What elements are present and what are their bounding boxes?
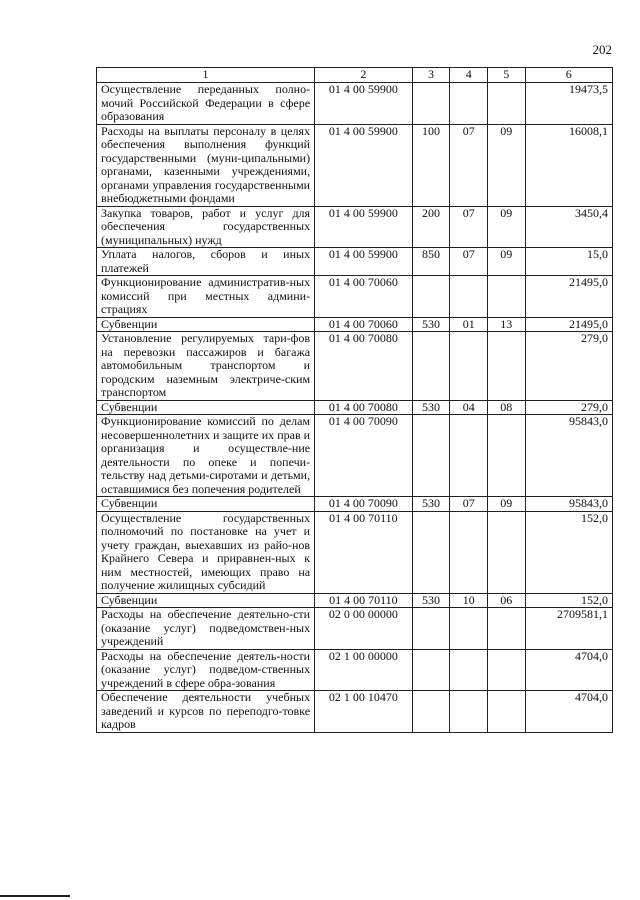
- row-name-cell: Расходы на обеспечение деятельно-сти (оказание услуг) подведомствен-ных учреждений: [97, 608, 315, 650]
- row-amount-cell: 152,0: [525, 511, 612, 593]
- row-col4-cell: [450, 608, 488, 650]
- row-col5-cell: 09: [488, 124, 526, 206]
- budget-table: [96, 67, 613, 733]
- row-code-cell: 01 4 00 70090: [315, 497, 413, 512]
- row-col5-cell: [488, 691, 526, 733]
- table-header-row: [97, 68, 613, 83]
- row-col5-cell: [488, 83, 526, 125]
- row-code-cell: 01 4 00 59900: [315, 248, 413, 276]
- row-col3-cell: 530: [412, 317, 450, 332]
- header-col-4: 4: [450, 68, 488, 83]
- row-name-cell: Обеспечение деятельности учебных заведений и курсов по переподго-товке кадров: [97, 691, 315, 733]
- row-code-cell: 01 4 00 59900: [315, 124, 413, 206]
- row-code-cell: 01 4 00 70060: [315, 276, 413, 318]
- row-col3-cell: [412, 691, 450, 733]
- row-amount-cell: 19473,5: [525, 83, 612, 125]
- row-amount-cell: 95843,0: [525, 415, 612, 497]
- row-code-cell: 01 4 00 59900: [315, 83, 413, 125]
- page-edge-rule: [0, 895, 70, 897]
- row-col3-cell: 530: [412, 497, 450, 512]
- table-row: [97, 83, 613, 125]
- row-col4-cell: [450, 276, 488, 318]
- row-amount-cell: 16008,1: [525, 124, 612, 206]
- page-number: 202: [592, 42, 612, 57]
- row-col3-cell: 200: [412, 206, 450, 248]
- row-name-cell: Уплата налогов, сборов и иных платежей: [97, 248, 315, 276]
- row-code-cell: 01 4 00 70080: [315, 332, 413, 401]
- row-col3-cell: [412, 83, 450, 125]
- row-amount-cell: 15,0: [525, 248, 612, 276]
- row-col3-cell: [412, 649, 450, 691]
- row-amount-cell: 3450,4: [525, 206, 612, 248]
- row-col4-cell: 01: [450, 317, 488, 332]
- row-code-cell: 01 4 00 70090: [315, 415, 413, 497]
- table-row: [97, 649, 613, 691]
- row-name-cell: Осуществление государственных полномочий по постановке на учет и учету граждан, выехавших из райо-нов Крайнего Севера и приравнен-ных к ним местностей, имеющих право на получение жилищных субсидий: [97, 511, 315, 593]
- row-col4-cell: [450, 83, 488, 125]
- row-col4-cell: 07: [450, 497, 488, 512]
- row-col5-cell: 13: [488, 317, 526, 332]
- table-row: [97, 608, 613, 650]
- row-name-cell: Расходы на обеспечение деятель-ности (оказание услуг) подведом-ственных учреждений в сфере обра-зования: [97, 649, 315, 691]
- row-col4-cell: [450, 649, 488, 691]
- row-name-cell: Субвенции: [97, 400, 315, 415]
- row-amount-cell: 152,0: [525, 593, 612, 608]
- table-row: [97, 248, 613, 276]
- row-col3-cell: 850: [412, 248, 450, 276]
- row-col4-cell: 04: [450, 400, 488, 415]
- row-code-cell: 01 4 00 70110: [315, 511, 413, 593]
- row-col5-cell: [488, 511, 526, 593]
- row-col3-cell: [412, 511, 450, 593]
- table-row: [97, 691, 613, 733]
- row-amount-cell: 21495,0: [525, 276, 612, 318]
- row-amount-cell: 4704,0: [525, 691, 612, 733]
- row-code-cell: 01 4 00 70060: [315, 317, 413, 332]
- row-col4-cell: [450, 511, 488, 593]
- row-code-cell: 02 1 00 00000: [315, 649, 413, 691]
- row-amount-cell: 21495,0: [525, 317, 612, 332]
- row-col3-cell: 100: [412, 124, 450, 206]
- table-row: [97, 415, 613, 497]
- row-col3-cell: [412, 276, 450, 318]
- row-col5-cell: 09: [488, 206, 526, 248]
- row-name-cell: Субвенции: [97, 593, 315, 608]
- table-row: [97, 593, 613, 608]
- row-name-cell: Закупка товаров, работ и услуг для обеспечения государственных (муниципальных) нужд: [97, 206, 315, 248]
- row-col4-cell: 10: [450, 593, 488, 608]
- row-code-cell: 01 4 00 70110: [315, 593, 413, 608]
- row-col4-cell: 07: [450, 206, 488, 248]
- row-col5-cell: 08: [488, 400, 526, 415]
- row-col5-cell: [488, 276, 526, 318]
- row-name-cell: Функционирование комиссий по делам несовершеннолетних и защите их прав и организация и осуществле-ние деятельности по опеке и попечи-тельству над детьми-сиротами и детьми, оставшимися без попечения родителей: [97, 415, 315, 497]
- row-col4-cell: 07: [450, 124, 488, 206]
- table-row: [97, 206, 613, 248]
- row-col5-cell: 09: [488, 248, 526, 276]
- table-row: [97, 511, 613, 593]
- header-col-5: 5: [488, 68, 526, 83]
- header-col-6: 6: [525, 68, 612, 83]
- row-name-cell: Расходы на выплаты персоналу в целях обеспечения выполнения функций государственными (муни-ципальными) органами, казенными учреждениями, органами управления государственными внебюджетными фондами: [97, 124, 315, 206]
- row-col3-cell: [412, 608, 450, 650]
- row-code-cell: 02 1 00 10470: [315, 691, 413, 733]
- row-amount-cell: 279,0: [525, 400, 612, 415]
- row-col5-cell: [488, 608, 526, 650]
- header-col-3: 3: [412, 68, 450, 83]
- header-col-2: 2: [315, 68, 413, 83]
- budget-table-body: [97, 68, 613, 733]
- table-row: [97, 497, 613, 512]
- row-amount-cell: 2709581,1: [525, 608, 612, 650]
- row-code-cell: 01 4 00 70080: [315, 400, 413, 415]
- row-col5-cell: [488, 649, 526, 691]
- table-row: [97, 124, 613, 206]
- row-code-cell: 01 4 00 59900: [315, 206, 413, 248]
- header-col-1: 1: [97, 68, 315, 83]
- row-name-cell: Установление регулируемых тари-фов на перевозки пассажиров и багажа автомобильным транспортом и городским наземным электриче-ским транспортом: [97, 332, 315, 401]
- table-row: [97, 400, 613, 415]
- row-amount-cell: 279,0: [525, 332, 612, 401]
- row-col5-cell: 09: [488, 497, 526, 512]
- row-name-cell: Функционирование административ-ных комиссий при местных админи-страциях: [97, 276, 315, 318]
- row-col3-cell: 530: [412, 400, 450, 415]
- row-col5-cell: [488, 332, 526, 401]
- row-amount-cell: 95843,0: [525, 497, 612, 512]
- row-col4-cell: 07: [450, 248, 488, 276]
- row-col4-cell: [450, 415, 488, 497]
- row-col3-cell: [412, 332, 450, 401]
- table-row: [97, 332, 613, 401]
- row-name-cell: Субвенции: [97, 497, 315, 512]
- row-col3-cell: 530: [412, 593, 450, 608]
- row-col4-cell: [450, 332, 488, 401]
- row-col5-cell: 06: [488, 593, 526, 608]
- row-name-cell: Осуществление переданных полно-мочий Российской Федерации в сфере образования: [97, 83, 315, 125]
- table-row: [97, 317, 613, 332]
- row-name-cell: Субвенции: [97, 317, 315, 332]
- row-amount-cell: 4704,0: [525, 649, 612, 691]
- table-row: [97, 276, 613, 318]
- row-code-cell: 02 0 00 00000: [315, 608, 413, 650]
- row-col5-cell: [488, 415, 526, 497]
- row-col3-cell: [412, 415, 450, 497]
- row-col4-cell: [450, 691, 488, 733]
